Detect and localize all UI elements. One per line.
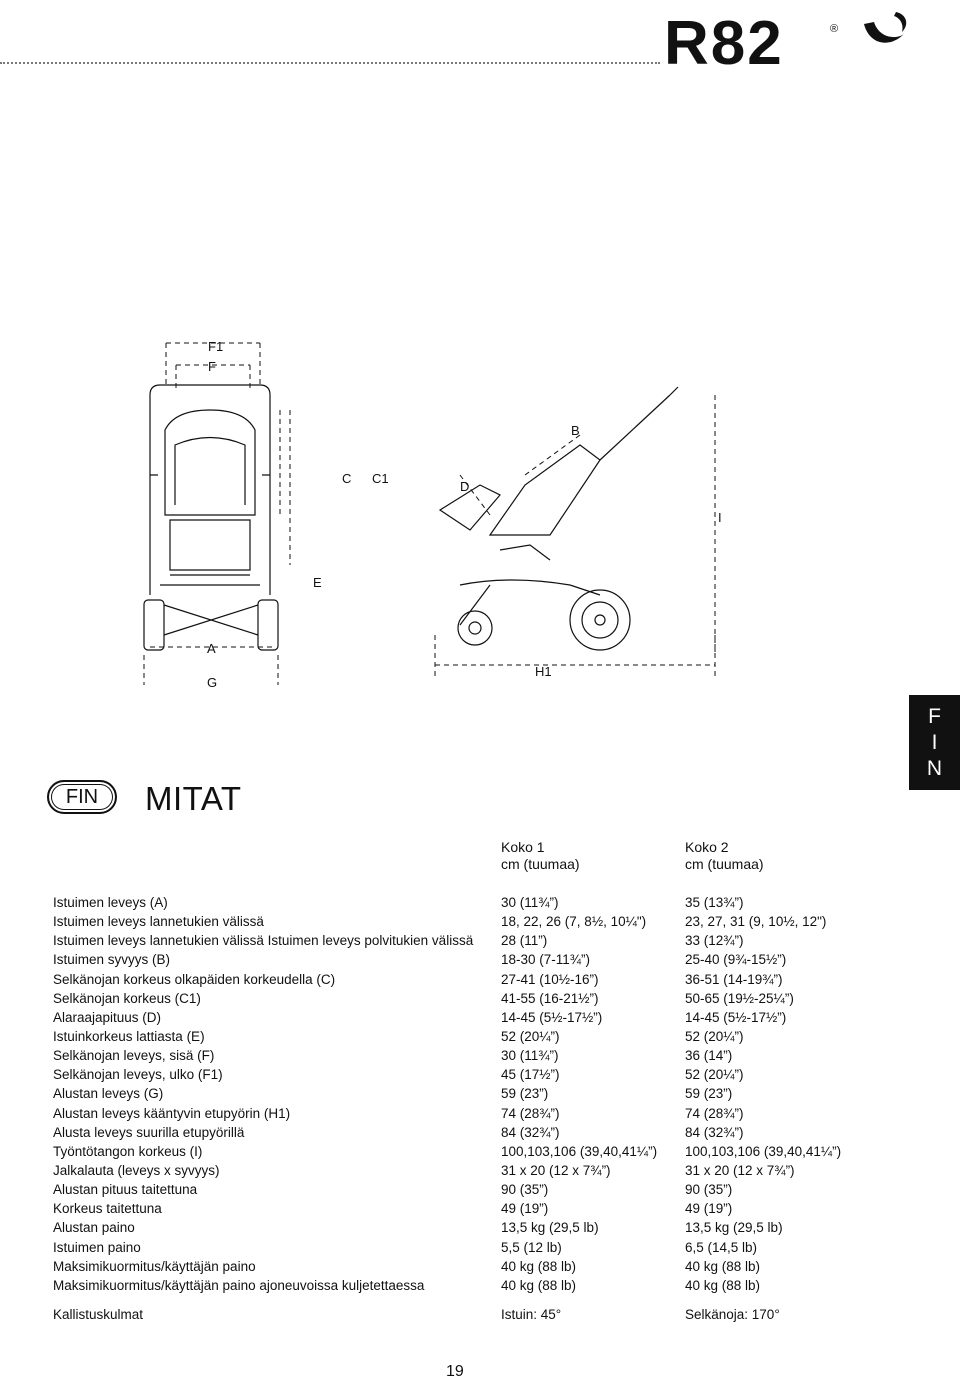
label-i: I	[718, 510, 722, 525]
table-row	[53, 893, 913, 912]
table-row	[53, 1046, 913, 1065]
row-value-size1: 27-41 (10½-16”)	[501, 971, 599, 987]
row-label: Istuimen leveys lannetukien välissä Istuimen leveys polvitukien välissä	[53, 933, 474, 949]
table-row	[53, 1180, 913, 1199]
row-value-size2: 52 (20¼”)	[685, 1028, 744, 1044]
table-row	[53, 950, 913, 969]
row-value-size2: 6,5 (14,5 lb)	[685, 1239, 758, 1255]
column-header-unit: cm (tuumaa)	[685, 856, 764, 872]
table-row	[53, 1008, 913, 1027]
logo-text: R82	[664, 9, 784, 70]
row-value-size2: 35 (13¾”)	[685, 895, 744, 910]
row-value-size2: 25-40 (9¾-15½”)	[685, 952, 787, 968]
table-row	[53, 1027, 913, 1046]
side-tab-letter: N	[926, 756, 943, 780]
label-c: C	[342, 471, 352, 486]
side-tab-letter: I	[931, 730, 938, 754]
row-value-size2: 33 (12¾”)	[685, 933, 744, 949]
row-value-size1: 40 kg (88 lb)	[501, 1277, 577, 1293]
row-value-size1: 30 (11¾”)	[501, 1048, 559, 1064]
row-label: Selkänojan korkeus (C1)	[53, 990, 201, 1006]
row-value-size1: 18, 22, 26 (7, 8½, 10¼")	[501, 914, 647, 930]
label-c1: C1	[372, 471, 389, 486]
table-row	[53, 931, 913, 950]
row-value-size1: 14-45 (5½-17½”)	[501, 1009, 603, 1025]
table-row	[53, 1161, 913, 1180]
label-b: B	[571, 423, 580, 438]
row-value-size2: 36-51 (14-19¾”)	[685, 971, 783, 987]
row-value-size2: 40 kg (88 lb)	[685, 1277, 761, 1293]
page-title: MITAT	[145, 780, 242, 817]
column-header-unit: cm (tuumaa)	[501, 856, 580, 872]
row-label: Maksimikuormitus/käyttäjän paino	[53, 1258, 256, 1274]
front-view	[144, 385, 278, 650]
row-label: Istuimen paino	[53, 1239, 141, 1255]
label-g: G	[207, 675, 218, 690]
row-value-size1: 90 (35”)	[501, 1182, 549, 1198]
row-value-size2: 100,103,106 (39,40,41¼”)	[685, 1143, 842, 1159]
column-header-line: Koko 1	[501, 839, 545, 855]
row-value-size2: 50-65 (19½-25¼”)	[685, 990, 794, 1006]
row-label: Istuimen syvyys (B)	[53, 952, 171, 968]
table-row	[53, 1104, 913, 1123]
table-row	[53, 1199, 913, 1218]
row-label: Korkeus taitettuna	[53, 1201, 162, 1217]
column-header-size2	[685, 839, 764, 873]
row-value-size1: 84 (32¾”)	[501, 1124, 560, 1140]
table-row	[53, 1238, 913, 1257]
row-value-size1: 52 (20¼”)	[501, 1028, 560, 1044]
row-value-size1: 49 (19”)	[501, 1201, 549, 1217]
row-value-size2: 40 kg (88 lb)	[685, 1258, 761, 1274]
row-value-size2: 14-45 (5½-17½”)	[685, 1009, 787, 1025]
row-value-size1: 45 (17½”)	[501, 1067, 560, 1083]
dimension-drawing	[130, 335, 740, 690]
header-dotted-rule	[0, 62, 660, 64]
row-label: Maksimikuormitus/käyttäjän paino ajoneuvoissa kuljetettaessa	[53, 1277, 425, 1293]
side-view	[440, 387, 678, 650]
row-value-size2: 49 (19”)	[685, 1201, 733, 1217]
table-row	[53, 912, 913, 931]
row-label: Jalkalauta (leveys x syvyys)	[53, 1162, 220, 1178]
tilt-label: Kallistuskulmat	[53, 1307, 144, 1322]
swoosh-icon	[864, 22, 904, 43]
row-value-size2: 74 (28¾”)	[685, 1105, 744, 1121]
row-value-size1: 59 (23”)	[501, 1086, 549, 1102]
table-row	[53, 989, 913, 1008]
row-label: Istuinkorkeus lattiasta (E)	[53, 1028, 205, 1044]
table-row	[53, 1218, 913, 1237]
language-badge: FIN	[47, 780, 117, 814]
table-row	[53, 1142, 913, 1161]
row-value-size1: 13,5 kg (29,5 lb)	[501, 1220, 599, 1236]
row-value-size2: 84 (32¾”)	[685, 1124, 744, 1140]
table-row	[53, 1065, 913, 1084]
row-value-size1: 31 x 20 (12 x 7¾”)	[501, 1162, 611, 1178]
row-value-size1: 5,5 (12 lb)	[501, 1239, 562, 1255]
column-header-size1	[501, 839, 580, 873]
row-value-size1: 74 (28¾”)	[501, 1105, 560, 1121]
row-label: Selkänojan korkeus olkapäiden korkeudella (C)	[53, 971, 336, 987]
label-d: D	[460, 479, 470, 494]
row-value-size2: 23, 27, 31 (9, 10½, 12")	[685, 914, 827, 930]
row-label: Selkänojan leveys, sisä (F)	[53, 1048, 215, 1064]
row-label: Alustan pituus taitettuna	[53, 1182, 198, 1198]
row-value-size1: 100,103,106 (39,40,41¼”)	[501, 1143, 658, 1159]
label-h1: H1	[535, 664, 552, 679]
table-row	[53, 1276, 913, 1295]
row-value-size1: 28 (11”)	[501, 933, 548, 949]
r82-logo	[664, 4, 914, 70]
table-row	[53, 1123, 913, 1142]
row-label: Alustan leveys kääntyvin etupyörin (H1)	[53, 1105, 291, 1121]
row-value-size2: 52 (20¼”)	[685, 1067, 744, 1083]
swoosh-dot-icon	[894, 12, 906, 32]
row-value-size2: 31 x 20 (12 x 7¾”)	[685, 1162, 795, 1178]
row-label: Istuimen leveys lannetukien välissä	[53, 914, 264, 930]
label-f: F	[208, 359, 216, 374]
column-header-line: Koko 2	[685, 839, 729, 855]
row-value-size1: 40 kg (88 lb)	[501, 1258, 577, 1274]
row-label: Alaraajapituus (D)	[53, 1009, 162, 1025]
row-value-size2: 90 (35”)	[685, 1182, 733, 1198]
row-label: Alustan leveys (G)	[53, 1086, 164, 1102]
row-value-size2: 13,5 kg (29,5 lb)	[685, 1220, 783, 1236]
side-tab-letter: F	[928, 704, 941, 728]
tilt-angles-row	[53, 1307, 913, 1327]
tilt-back: Selkänoja: 170°	[685, 1307, 780, 1322]
label-a: A	[207, 641, 216, 656]
language-side-tab	[909, 695, 960, 790]
dimensions-table	[53, 893, 913, 1295]
row-label: Alustan paino	[53, 1220, 135, 1236]
registered-mark: ®	[830, 23, 839, 35]
row-value-size2: 36 (14”)	[685, 1048, 733, 1064]
table-row	[53, 1257, 913, 1276]
row-value-size2: 59 (23”)	[685, 1086, 733, 1102]
table-row	[53, 1084, 913, 1103]
row-value-size1: 18-30 (7-11¾”)	[501, 952, 591, 968]
label-e: E	[313, 575, 322, 590]
tilt-seat: Istuin: 45°	[501, 1307, 562, 1322]
table-row	[53, 970, 913, 989]
row-label: Istuimen leveys (A)	[53, 895, 168, 910]
row-value-size1: 30 (11¾”)	[501, 895, 559, 910]
label-f1: F1	[208, 339, 224, 354]
row-value-size1: 41-55 (16-21½”)	[501, 990, 599, 1006]
row-label: Selkänojan leveys, ulko (F1)	[53, 1067, 223, 1083]
row-label: Alusta leveys suurilla etupyörillä	[53, 1124, 245, 1140]
row-label: Työntötangon korkeus (I)	[53, 1143, 203, 1159]
page-number: 19	[446, 1363, 464, 1380]
